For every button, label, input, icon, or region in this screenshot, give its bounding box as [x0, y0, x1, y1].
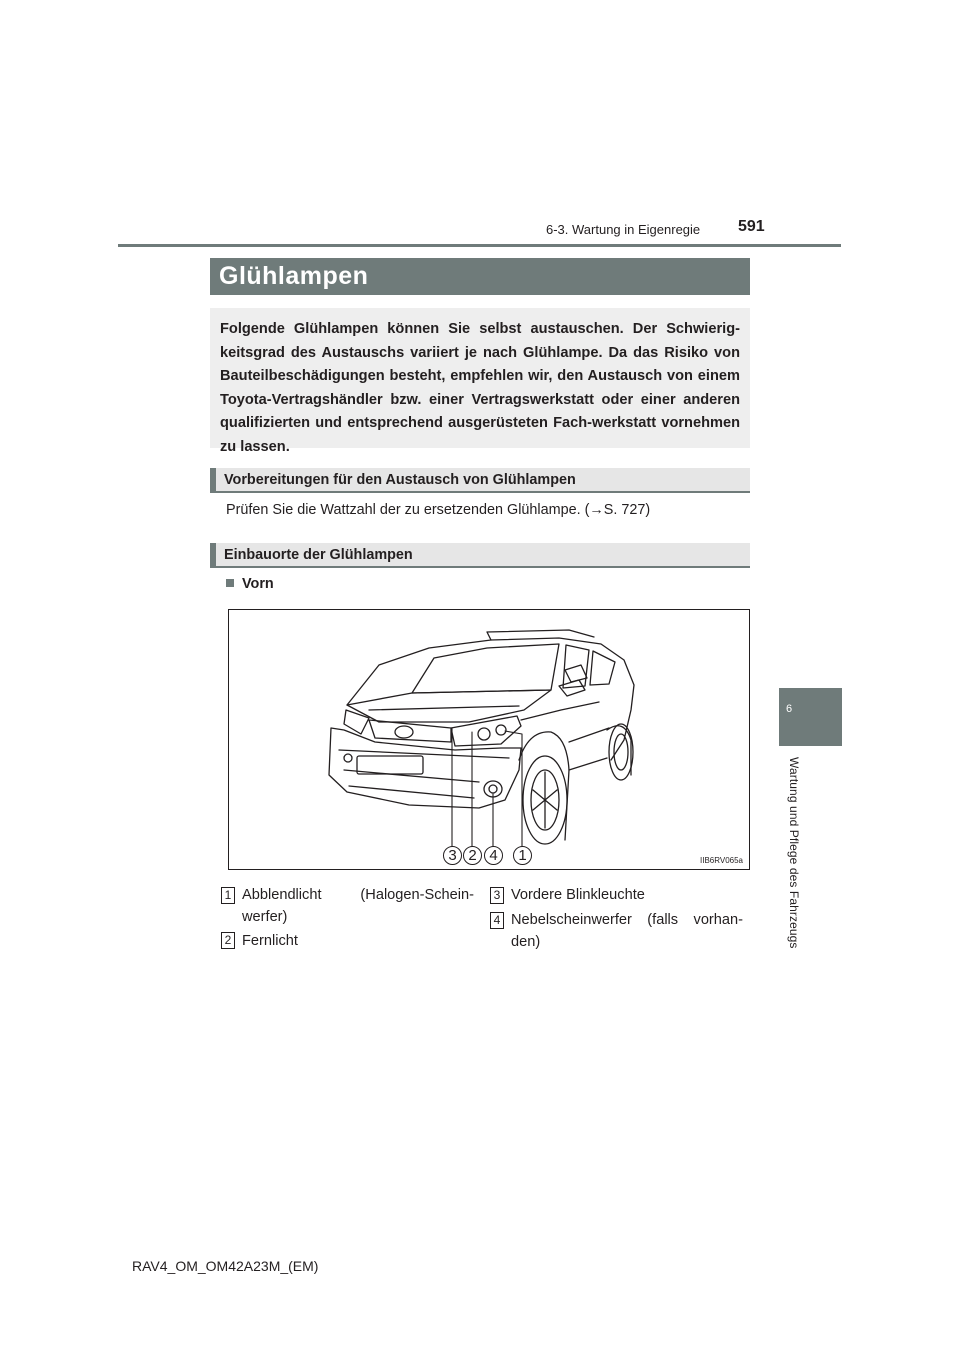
figure-code: IIB6RV065a — [700, 856, 743, 865]
square-bullet-icon — [226, 579, 234, 587]
car-illustration — [229, 610, 750, 870]
section-heading-locations: Einbauorte der Glühlampen — [210, 543, 750, 568]
running-header-section: 6-3. Wartung in Eigenregie — [546, 222, 701, 237]
intro-box — [210, 308, 750, 455]
legend-text-3: Vordere Blinkleuchte — [511, 887, 645, 903]
figure-callout-3: 3 — [443, 846, 462, 865]
legend-text-1: Abblendlicht (Halogen-Schein-werfer) — [242, 887, 474, 925]
intro-text: Folgende Glühlampen können Sie selbst austauschen. Der Schwierig-keitsgrad des Austauschs variiert je nach Glühlampe. Da das Risiko von Bauteilbeschädigungen besteht, empfehlen wir, den Austausch von einem Toyota-Vertragshändler bzw. einer Vertragswerkstatt oder einer anderen qualifizierten und entsprechend ausgerüsteten Fach-werkstatt vornehmen zu lassen. — [220, 321, 740, 455]
legend-text-4: Nebelscheinwerfer (falls vorhan-den) — [511, 912, 743, 950]
subheading-front — [226, 576, 274, 592]
legend-badge-1: 1 — [221, 887, 235, 904]
chapter-title: Wartung und Pflege des Fahrzeugs — [787, 757, 801, 949]
preparation-text: Prüfen Sie die Wattzahl der zu ersetzenden Glühlampe. (→S. 727) — [226, 502, 651, 518]
header-rule — [118, 244, 841, 247]
legend-badge-3: 3 — [490, 887, 504, 904]
car-front-figure — [228, 609, 750, 870]
subheading-front-label: Vorn — [242, 576, 274, 592]
legend-badge-2: 2 — [221, 932, 235, 949]
footer-doc-code: RAV4_OM_OM42A23M_(EM) — [132, 1258, 319, 1274]
chapter-number: 6 — [785, 703, 793, 715]
legend-badge-4: 4 — [490, 912, 504, 929]
chapter-tab — [779, 688, 842, 746]
figure-callout-1: 1 — [513, 846, 532, 865]
page-title: Glühlampen — [210, 258, 750, 295]
figure-callout-4: 4 — [484, 846, 503, 865]
page-number: 591 — [738, 218, 765, 235]
figure-callout-2: 2 — [463, 846, 482, 865]
section-heading-preparation: Vorbereitungen für den Austausch von Glühlampen — [210, 468, 750, 493]
legend-text-2: Fernlicht — [242, 933, 298, 949]
